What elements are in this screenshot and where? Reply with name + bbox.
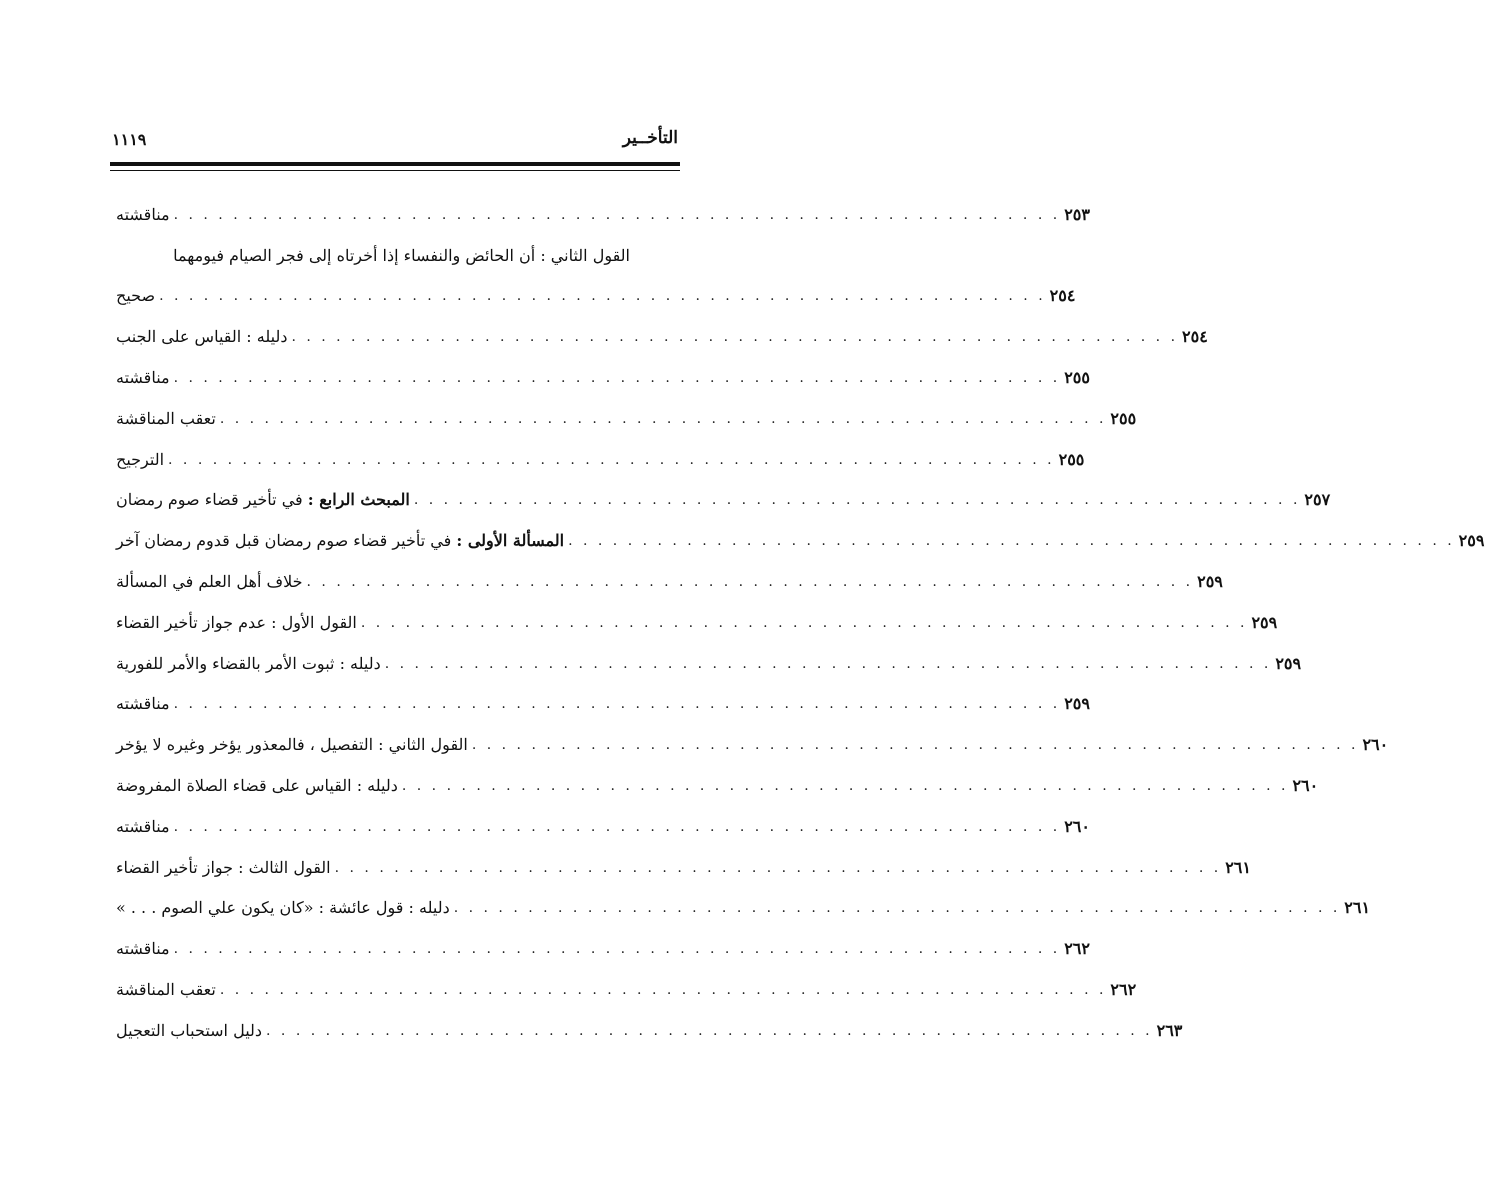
toc-entry-page: ٢٥٩ — [1064, 694, 1090, 714]
table-of-contents — [112, 186, 1485, 1043]
dot-leader: . . . . . . . . . . . . . . . . . . . . . . . . . . . . . . . . . . . . . . . . . . . . . . . . . . . . . . . . . . . . — [266, 1022, 1153, 1039]
toc-entry-text — [112, 896, 450, 920]
toc-entry-page: ٢٦١ — [1344, 898, 1371, 918]
toc-entry-page: ٢٥٣ — [1064, 204, 1090, 224]
toc-entry-page: ٢٦٣ — [1156, 1020, 1183, 1040]
dot-leader: . . . . . . . . . . . . . . . . . . . . . . . . . . . . . . . . . . . . . . . . . . . . . . . . . . . . . . . . . . . . — [173, 206, 1061, 223]
toc-entry — [112, 553, 1223, 594]
toc-entry-text — [112, 652, 381, 676]
toc-entry-text — [112, 815, 170, 839]
dot-leader: . . . . . . . . . . . . . . . . . . . . . . . . . . . . . . . . . . . . . . . . . . . . . . . . . . . . . . . . . . . . — [413, 492, 1301, 509]
dot-leader: . . . . . . . . . . . . . . . . . . . . . . . . . . . . . . . . . . . . . . . . . . . . . . . . . . . . . . . . . . . . — [291, 329, 1179, 346]
toc-entry-text — [112, 203, 170, 227]
toc-entry-title: دليله : ثبوت الأمر بالقضاء والأمر للفورية — [116, 653, 381, 673]
running-title: التأخــير — [622, 128, 678, 148]
toc-entry — [112, 227, 678, 268]
toc-entry-page: ٢٦٢ — [1110, 979, 1137, 999]
toc-entry-text — [112, 488, 410, 512]
toc-entry-page: ٢٥٤ — [1049, 286, 1076, 306]
dot-leader: . . . . . . . . . . . . . . . . . . . . . . . . . . . . . . . . . . . . . . . . . . . . . . . . . . . . . . . . . . . . — [471, 737, 1359, 754]
toc-entry-title: دليله : القياس على الجنب — [116, 327, 288, 347]
toc-entry — [112, 268, 1076, 309]
dot-leader: . . . . . . . . . . . . . . . . . . . . . . . . . . . . . . . . . . . . . . . . . . . . . . . . . . . . . . . . . . . . — [401, 777, 1289, 794]
dot-leader: . . . . . . . . . . . . . . . . . . . . . . . . . . . . . . . . . . . . . . . . . . . . . . . . . . . . . . . . . . . . — [384, 655, 1272, 672]
toc-entry-title: القول الثاني : أن الحائض والنفساء إذا أخرتاه إلى فجر الصيام فيومهما — [173, 245, 630, 265]
toc-entry-page: ٢٥٩ — [1251, 612, 1278, 632]
toc-entry-text — [112, 407, 216, 431]
toc-entry — [112, 431, 1085, 472]
toc-entry-title: القول الثاني : التفصيل ، فالمعذور يؤخر وغيره لا يؤخر — [116, 735, 468, 755]
toc-entry — [112, 635, 1302, 676]
toc-entry-page: ٢٦٢ — [1064, 939, 1090, 959]
toc-entry-heading-label: المسألة الأولى : — [456, 531, 565, 551]
toc-entry-text — [112, 692, 170, 716]
toc-entry-title: مناقشته — [116, 204, 170, 224]
toc-entry-heading-label: المبحث الرابع : — [307, 490, 410, 510]
dot-leader: . . . . . . . . . . . . . . . . . . . . . . . . . . . . . . . . . . . . . . . . . . . . . . . . . . . . . . . . . . . . — [173, 696, 1061, 713]
running-header — [112, 128, 678, 162]
toc-entry-text — [112, 978, 216, 1002]
toc-entry-text — [112, 1019, 262, 1043]
toc-entry-text — [112, 937, 170, 961]
toc-entry-page: ٢٥٩ — [1275, 653, 1302, 673]
header-rule-thick — [110, 162, 680, 166]
toc-entry-title: دليله : القياس على قضاء الصلاة المفروضة — [116, 775, 398, 795]
dot-leader: . . . . . . . . . . . . . . . . . . . . . . . . . . . . . . . . . . . . . . . . . . . . . . . . . . . . . . . . . . . . — [334, 859, 1222, 876]
dot-leader: . . . . . . . . . . . . . . . . . . . . . . . . . . . . . . . . . . . . . . . . . . . . . . . . . . . . . . . . . . . . — [173, 941, 1061, 958]
toc-entry-text — [112, 325, 287, 349]
toc-entry — [112, 1002, 1183, 1043]
toc-entry-page: ٢٦١ — [1225, 857, 1251, 877]
toc-entry-page: ٢٥٧ — [1304, 490, 1331, 510]
toc-entry-page: ٢٦٠ — [1362, 735, 1389, 755]
toc-entry-title: مناقشته — [116, 694, 170, 714]
toc-entry-title: القول الثالث : جواز تأخير القضاء — [116, 857, 331, 877]
toc-entry-title: دليله : قول عائشة : «كان يكون علي الصوم . . . » — [116, 898, 450, 918]
toc-entry-page: ٢٦٠ — [1064, 816, 1090, 836]
toc-entry-title: تعقب المناقشة — [116, 979, 216, 999]
toc-entry — [112, 390, 1137, 431]
toc-entry-page: ٢٥٥ — [1058, 449, 1085, 469]
toc-entry — [112, 349, 1090, 390]
dot-leader: . . . . . . . . . . . . . . . . . . . . . . . . . . . . . . . . . . . . . . . . . . . . . . . . . . . . . . . . . . . . — [219, 981, 1107, 998]
toc-entry-title: مناقشته — [116, 816, 170, 836]
toc-entry — [112, 512, 1485, 553]
toc-entry-title: في تأخير قضاء صوم رمضان — [116, 490, 303, 510]
dot-leader: . . . . . . . . . . . . . . . . . . . . . . . . . . . . . . . . . . . . . . . . . . . . . . . . . . . . . . . . . . . . — [568, 533, 1455, 550]
toc-entry-page: ٢٦٠ — [1292, 775, 1319, 795]
toc-entry-page: ٢٥٤ — [1182, 327, 1208, 347]
toc-entry-text — [112, 856, 331, 880]
toc-entry — [112, 839, 1251, 880]
toc-entry-page: ٢٥٥ — [1110, 408, 1137, 428]
toc-entry — [112, 472, 1331, 513]
toc-entry-title: القول الأول : عدم جواز تأخير القضاء — [116, 612, 357, 632]
toc-entry-page: ٢٥٩ — [1197, 571, 1223, 591]
toc-entry — [112, 880, 1371, 921]
toc-entry-text — [112, 570, 303, 594]
toc-entry-title: صحيح — [116, 286, 156, 306]
toc-entry-text — [112, 733, 468, 757]
toc-entry-title: خلاف أهل العلم في المسألة — [116, 571, 303, 591]
toc-entry-text — [112, 774, 398, 798]
toc-entry-text — [112, 244, 630, 268]
dot-leader: . . . . . . . . . . . . . . . . . . . . . . . . . . . . . . . . . . . . . . . . . . . . . . . . . . . . . . . . . . . . — [159, 288, 1046, 305]
dot-leader: . . . . . . . . . . . . . . . . . . . . . . . . . . . . . . . . . . . . . . . . . . . . . . . . . . . . . . . . . . . . — [173, 369, 1061, 386]
toc-entry-page: ٢٥٩ — [1458, 531, 1485, 551]
toc-entry-text — [112, 529, 564, 553]
toc-entry-title: مناقشته — [116, 939, 170, 959]
toc-entry-text — [112, 284, 155, 308]
toc-entry — [112, 308, 1208, 349]
toc-entry — [112, 676, 1090, 717]
toc-entry-title: مناقشته — [116, 367, 170, 387]
dot-leader: . . . . . . . . . . . . . . . . . . . . . . . . . . . . . . . . . . . . . . . . . . . . . . . . . . . . . . . . . . . . — [219, 410, 1107, 427]
toc-entry-title: الترجيح — [116, 449, 165, 469]
toc-entry — [112, 920, 1090, 961]
toc-entry — [112, 186, 1090, 227]
dot-leader: . . . . . . . . . . . . . . . . . . . . . . . . . . . . . . . . . . . . . . . . . . . . . . . . . . . . . . . . . . . . — [360, 614, 1248, 631]
toc-entry — [112, 798, 1090, 839]
dot-leader: . . . . . . . . . . . . . . . . . . . . . . . . . . . . . . . . . . . . . . . . . . . . . . . . . . . . . . . . . . . . — [173, 818, 1061, 835]
toc-entry — [112, 594, 1278, 635]
dot-leader: . . . . . . . . . . . . . . . . . . . . . . . . . . . . . . . . . . . . . . . . . . . . . . . . . . . . . . . . . . . . — [306, 573, 1194, 590]
page-number: ١١١٩ — [112, 130, 147, 149]
dot-leader: . . . . . . . . . . . . . . . . . . . . . . . . . . . . . . . . . . . . . . . . . . . . . . . . . . . . . . . . . . . . — [168, 451, 1055, 468]
toc-entry-text — [112, 611, 357, 635]
toc-entry — [112, 716, 1389, 757]
toc-entry — [112, 757, 1319, 798]
toc-entry-text — [112, 366, 170, 390]
toc-entry-title: دليل استحباب التعجيل — [116, 1020, 263, 1040]
dot-leader: . . . . . . . . . . . . . . . . . . . . . . . . . . . . . . . . . . . . . . . . . . . . . . . . . . . . . . . . . . . . — [453, 900, 1341, 917]
toc-entry — [112, 961, 1137, 1002]
header-rule-thin — [110, 170, 680, 171]
toc-entry-title: في تأخير قضاء صوم رمضان قبل قدوم رمضان آخر — [116, 531, 452, 551]
toc-entry-page: ٢٥٥ — [1064, 367, 1090, 387]
toc-entry-title: تعقب المناقشة — [116, 408, 216, 428]
toc-entry-text — [112, 448, 164, 472]
